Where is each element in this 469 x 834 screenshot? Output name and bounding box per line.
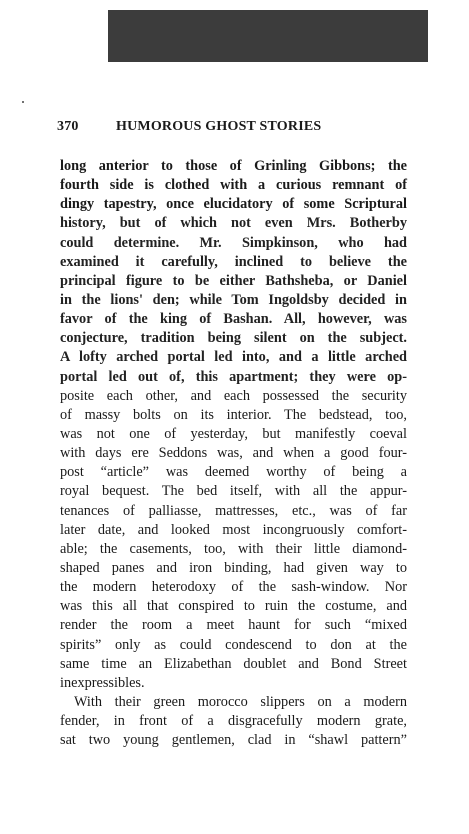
text-line: long anterior to those of Grinling Gibbons; the xyxy=(60,158,407,174)
text-line: royal bequest. The bed itself, with all the appur- xyxy=(60,483,407,500)
text-line: portal led out of, this apartment; they were op- xyxy=(60,368,407,385)
text-line: spirits” only as could condescend to don at the xyxy=(60,636,407,653)
text-line: A lofty arched portal led into, and a little arched xyxy=(60,349,407,366)
text-line: same time an Elizabethan doublet and Bond Street xyxy=(60,655,407,672)
text-line: inexpressibles. xyxy=(60,674,145,691)
text-line: of massy bolts on its interior. The bedstead, too, xyxy=(60,406,407,423)
running-head xyxy=(57,119,417,139)
text-line: dingy tapestry, once elucidatory of some Scriptural xyxy=(60,196,407,213)
text-line: in the lions' den; while Tom Ingoldsby decided in xyxy=(60,291,407,308)
print-speck xyxy=(22,101,24,103)
text-line: able; the casements, too, with their little diamond- xyxy=(60,540,407,557)
text-line: with days ere Seddons was, and when a good four- xyxy=(60,445,407,462)
text-line: fender, in front of a disgracefully modern grate, xyxy=(60,713,407,730)
redaction-block xyxy=(108,10,428,62)
book-title: HUMOROUS GHOST STORIES xyxy=(116,119,322,134)
text-line: favor of the king of Bashan. All, however, was xyxy=(60,311,407,328)
text-line: fourth side is clothed with a curious remnant of xyxy=(60,177,407,194)
text-line: was this all that conspired to ruin the costume, and xyxy=(60,598,407,615)
text-line: sat two young gentlemen, clad in “shawl pattern” xyxy=(60,732,407,749)
text-line: conjecture, tradition being silent on the subject. xyxy=(60,330,407,347)
text-line: tenances of palliasse, mattresses, etc., was of far xyxy=(60,502,407,519)
text-line: later date, and looked most incongruously comfort- xyxy=(60,521,407,538)
body-text xyxy=(60,157,407,750)
text-line: shaped panes and iron binding, had given way to xyxy=(60,559,407,576)
text-line: posite each other, and each possessed the security xyxy=(60,387,407,404)
page-number: 370 xyxy=(57,119,79,134)
text-line: With their green morocco slippers on a modern xyxy=(74,693,407,710)
text-line: history, but of which not even Mrs. Botherby xyxy=(60,215,407,232)
text-line: the modern heterodoxy of the sash-window. Nor xyxy=(60,579,407,596)
text-line: could determine. Mr. Simpkinson, who had xyxy=(60,234,407,251)
text-line: examined it carefully, inclined to believe the xyxy=(60,253,407,270)
text-line: render the room a meet haunt for such “mixed xyxy=(60,617,407,634)
text-line: post “article” was deemed worthy of being a xyxy=(60,464,407,481)
text-line: was not one of yesterday, but manifestly coeval xyxy=(60,425,407,442)
text-line: principal figure to be either Bathsheba, or Daniel xyxy=(60,272,407,289)
